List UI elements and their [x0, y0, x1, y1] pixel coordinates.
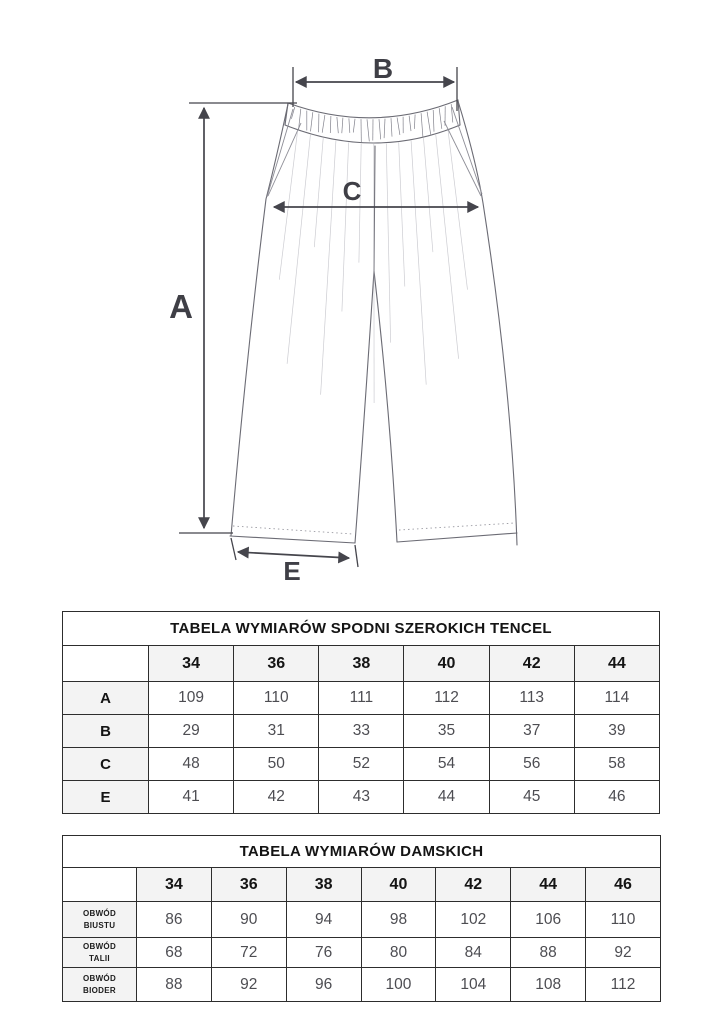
left-hem [230, 536, 355, 543]
size-header-row [63, 646, 660, 682]
corner-cell [63, 646, 149, 682]
value-cell: 110 [234, 682, 319, 715]
value-cell: 80 [361, 938, 436, 968]
size-column-header: 42 [436, 868, 511, 902]
value-cell: 104 [436, 968, 511, 1002]
value-cell: 92 [211, 968, 286, 1002]
dim-e-right-tick [355, 545, 358, 567]
size-column-header: 44 [574, 646, 659, 682]
value-cell: 58 [574, 748, 659, 781]
row-label-text: OBWÓD BIODER [82, 973, 117, 995]
size-column-header: 34 [149, 646, 234, 682]
value-cell: 96 [286, 968, 361, 1002]
table-title-row [63, 612, 660, 646]
size-column-header: 36 [211, 868, 286, 902]
value-cell: 72 [211, 938, 286, 968]
value-cell: 88 [137, 968, 212, 1002]
left-pocket-line [267, 109, 293, 197]
value-cell: 106 [511, 902, 586, 938]
right-hem [397, 533, 517, 542]
dimension-label-a: A [169, 288, 193, 325]
measurement-row-bust [63, 902, 661, 938]
size-column-header: 40 [404, 646, 489, 682]
size-column-header: 34 [137, 868, 212, 902]
size-column-header: 36 [234, 646, 319, 682]
value-cell: 108 [511, 968, 586, 1002]
dim-e-left-tick [231, 538, 236, 560]
dimension-label-c: C [342, 176, 362, 206]
value-cell: 31 [234, 715, 319, 748]
value-cell: 50 [234, 748, 319, 781]
measurement-row-b [63, 715, 660, 748]
table-title-row [63, 836, 661, 868]
row-label-text: OBWÓD BIUSTU [82, 908, 117, 930]
right-inseam [374, 271, 397, 542]
row-label: E [63, 781, 149, 814]
row-label [63, 968, 137, 1002]
value-cell: 114 [574, 682, 659, 715]
size-column-header: 38 [286, 868, 361, 902]
measurement-row-e [63, 781, 660, 814]
dimension-lines [179, 67, 478, 567]
row-label: B [63, 715, 149, 748]
value-cell: 100 [361, 968, 436, 1002]
value-cell: 29 [149, 715, 234, 748]
value-cell: 43 [319, 781, 404, 814]
waistband-top-edge [288, 100, 458, 118]
fabric-drape-lines [279, 131, 467, 403]
value-cell: 33 [319, 715, 404, 748]
value-cell: 44 [404, 781, 489, 814]
value-cell: 113 [489, 682, 574, 715]
size-column-header: 44 [511, 868, 586, 902]
value-cell: 76 [286, 938, 361, 968]
value-cell: 94 [286, 902, 361, 938]
dimension-label-e: E [283, 556, 301, 586]
value-cell: 90 [211, 902, 286, 938]
value-cell: 48 [149, 748, 234, 781]
value-cell: 41 [149, 781, 234, 814]
left-side-seam [231, 104, 288, 536]
size-header-row [63, 868, 661, 902]
size-column-header: 38 [319, 646, 404, 682]
value-cell: 56 [489, 748, 574, 781]
row-label-text: OBWÓD TALII [82, 941, 117, 963]
value-cell: 42 [234, 781, 319, 814]
value-cell: 92 [586, 938, 661, 968]
value-cell: 54 [404, 748, 489, 781]
value-cell: 52 [319, 748, 404, 781]
corner-cell [63, 868, 137, 902]
value-cell: 84 [436, 938, 511, 968]
row-label [63, 938, 137, 968]
size-column-header: 42 [489, 646, 574, 682]
measurement-row-c [63, 748, 660, 781]
value-cell: 88 [511, 938, 586, 968]
value-cell: 37 [489, 715, 574, 748]
size-column-header: 46 [586, 868, 661, 902]
value-cell: 68 [137, 938, 212, 968]
right-hem-stitch-line [399, 523, 515, 530]
value-cell: 102 [436, 902, 511, 938]
row-label: A [63, 682, 149, 715]
value-cell: 112 [586, 968, 661, 1002]
table-title: TABELA WYMIARÓW DAMSKICH [63, 836, 661, 868]
size-column-header: 40 [361, 868, 436, 902]
value-cell: 45 [489, 781, 574, 814]
right-pocket-inner-line [444, 121, 481, 196]
measurement-row-hips [63, 968, 661, 1002]
value-cell: 109 [149, 682, 234, 715]
value-cell: 35 [404, 715, 489, 748]
row-label: C [63, 748, 149, 781]
value-cell: 112 [404, 682, 489, 715]
row-label [63, 902, 137, 938]
value-cell: 110 [586, 902, 661, 938]
left-inseam [355, 271, 374, 543]
table-title: TABELA WYMIARÓW SPODNI SZEROKICH TENCEL [63, 612, 660, 646]
right-pocket-line [452, 107, 482, 194]
value-cell: 86 [137, 902, 212, 938]
dimension-label-b: B [372, 53, 394, 84]
left-pocket-inner-line [268, 123, 301, 196]
value-cell: 111 [319, 682, 404, 715]
pants-size-table [62, 611, 660, 814]
womens-body-measurements-table [62, 835, 661, 1002]
value-cell: 39 [574, 715, 659, 748]
value-cell: 98 [361, 902, 436, 938]
value-cell: 46 [574, 781, 659, 814]
measurement-row-a [63, 682, 660, 715]
measurement-row-waist [63, 938, 661, 968]
left-hem-stitch-line [233, 526, 353, 534]
